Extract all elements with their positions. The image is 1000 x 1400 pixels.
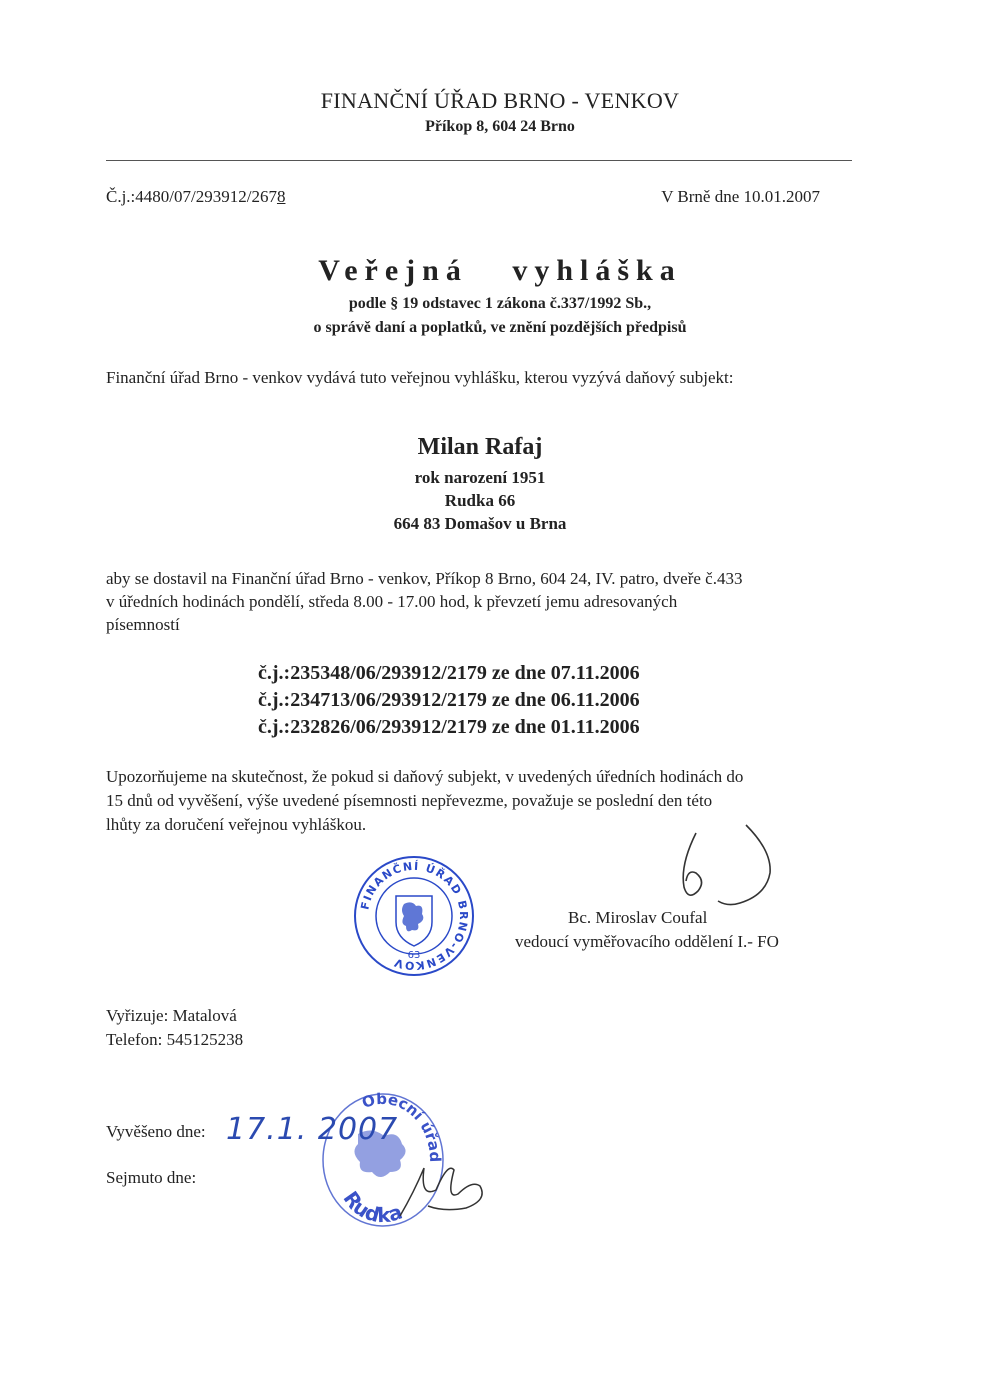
subject-city: 664 83 Domašov u Brna <box>393 514 567 533</box>
office-stamp-number: 63 <box>407 950 421 961</box>
municipal-signature <box>392 1150 492 1230</box>
subject-street: Rudka 66 <box>444 491 516 510</box>
reference-number <box>106 187 285 207</box>
document-reference: č.j.:232826/06/293912/2179 ze dne 01.11.2006 <box>258 716 640 738</box>
intro-text: Finanční úřad Brno - venkov vydává tuto veřejnou vyhlášku, kterou vyzývá daňový subjekt: <box>106 368 734 387</box>
signatory-name: Bc. Miroslav Coufal <box>568 908 708 927</box>
document-title: Veřejná vyhláška <box>318 254 682 287</box>
legal-basis-detail: o správě daní a poplatků, ve znění pozdějších předpisů <box>313 319 687 336</box>
office-name: FINANČNÍ ÚŘAD BRNO - VENKOV <box>320 88 680 113</box>
subject-birth-year: rok narození 1951 <box>414 468 546 487</box>
summons-line: v úředních hodinách pondělí, středa 8.00 - 17.00 hod, k převzetí jemu adresovaných <box>106 592 678 611</box>
posted-label: Vyvěšeno dne: <box>106 1122 206 1141</box>
handwritten-signature <box>660 815 790 910</box>
document-reference: č.j.:234713/06/293912/2179 ze dne 06.11.2006 <box>258 689 640 711</box>
header-divider <box>106 160 852 161</box>
summons-line: písemností <box>106 615 180 634</box>
handled-by: Vyřizuje: Matalová <box>106 1006 237 1025</box>
removed-label: Sejmuto dne: <box>106 1168 197 1187</box>
reference-number-prefix: Č.j.:4480/07/293912/267 <box>106 187 277 206</box>
reference-number-last-char: 8 <box>276 187 286 206</box>
subject-name: Milan Rafaj <box>417 434 543 460</box>
notice-line: 15 dnů od vyvěšení, výše uvedené písemnosti nepřevezme, považuje se poslední den této <box>106 791 713 810</box>
summons-line: aby se dostavil na Finanční úřad Brno - venkov, Příkop 8 Brno, 604 24, IV. patro, dveře č.433 <box>106 569 743 588</box>
office-stamp-text: FINANČNÍ ÚŘAD BRNO-VENKOV <box>358 859 471 973</box>
phone-number: Telefon: 545125238 <box>106 1030 244 1049</box>
legal-basis: podle § 19 odstavec 1 zákona č.337/1992 Sb., <box>348 295 652 312</box>
document-reference: č.j.:235348/06/293912/2179 ze dne 07.11.2006 <box>258 662 640 684</box>
municipal-stamp-bottom-text: Rudka <box>338 1186 406 1228</box>
notice-line: Upozorňujeme na skutečnost, že pokud si daňový subjekt, v uvedených úředních hodinách do <box>106 767 744 786</box>
municipal-stamp-top-text: Obecní úřad <box>359 1090 445 1163</box>
office-stamp <box>352 854 476 978</box>
signatory-role: vedoucí vyměřovacího oddělení I.- FO <box>515 932 779 951</box>
notice-line: lhůty za doručení veřejnou vyhláškou. <box>106 815 367 834</box>
posted-date-handwritten: 17.1. 2007 <box>226 1112 399 1147</box>
coat-of-arms-icon <box>396 896 432 946</box>
office-address: Příkop 8, 604 24 Brno <box>425 118 575 135</box>
place-date: V Brně dne 10.01.2007 <box>661 187 820 206</box>
